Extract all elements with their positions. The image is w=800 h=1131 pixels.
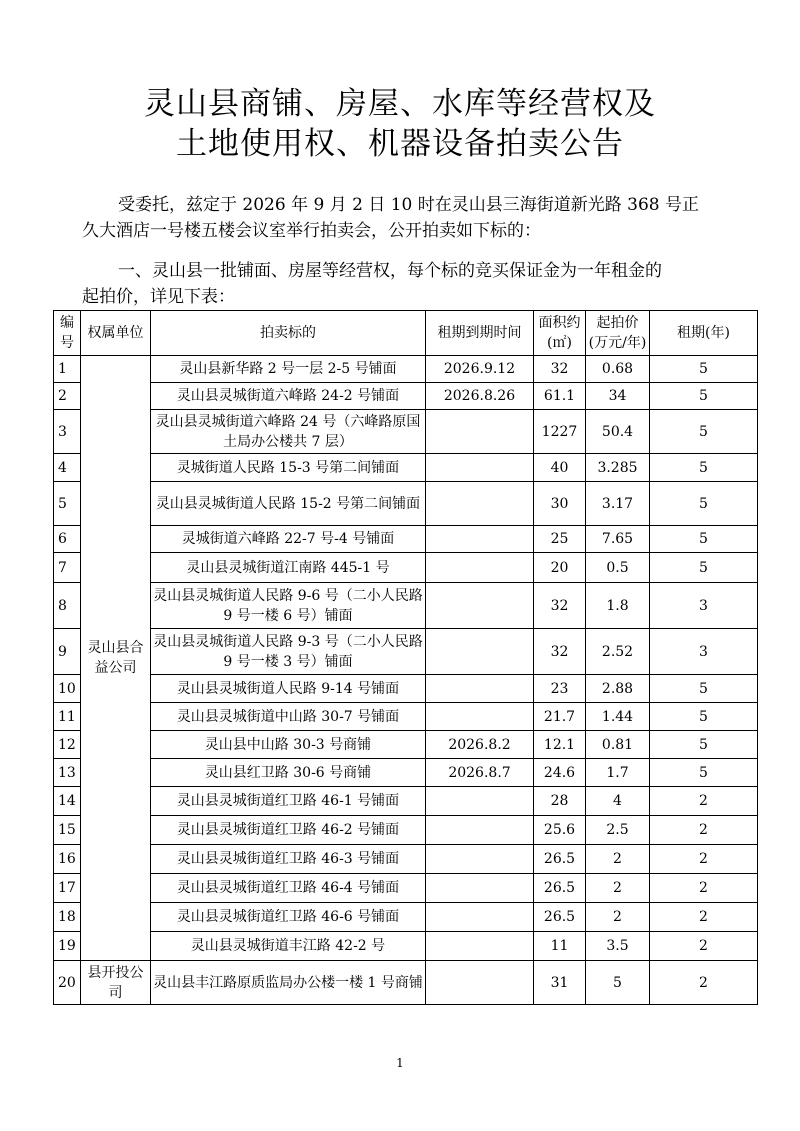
- table-row: [54, 759, 758, 787]
- cell-expiry: [426, 454, 534, 482]
- cell-no: 4: [54, 454, 81, 482]
- cell-area: 12.1: [534, 731, 586, 759]
- header-expiry: 租期到期时间: [426, 311, 534, 356]
- cell-area: 32: [534, 583, 586, 629]
- cell-price: 2: [586, 874, 650, 903]
- auction-table: [53, 310, 758, 1005]
- section-line: 一、灵山县一批铺面、房屋等经营权，每个标的竞买保证金为一年租金的: [118, 261, 662, 281]
- cell-expiry: [426, 526, 534, 553]
- cell-area: 30: [534, 482, 586, 526]
- table-row: [54, 961, 758, 1005]
- cell-expiry: [426, 874, 534, 903]
- cell-term: 5: [650, 675, 758, 703]
- cell-price: 1.7: [586, 759, 650, 787]
- cell-target: 灵山县中山路 30-3 号商铺: [151, 731, 426, 759]
- cell-expiry: [426, 410, 534, 454]
- cell-term: 5: [650, 553, 758, 583]
- cell-target: 灵山县灵城街道人民路 9-3 号（二小人民路 9 号一楼 3 号）铺面: [151, 629, 426, 675]
- cell-no: 16: [54, 845, 81, 874]
- cell-term: 5: [650, 454, 758, 482]
- cell-area: 26.5: [534, 874, 586, 903]
- cell-term: 5: [650, 356, 758, 383]
- cell-expiry: 2026.9.12: [426, 356, 534, 383]
- cell-target: 灵山县灵城街道人民路 9-6 号（二小人民路 9 号一楼 6 号）铺面: [151, 583, 426, 629]
- cell-area: 40: [534, 454, 586, 482]
- cell-area: 11: [534, 932, 586, 961]
- cell-price: 0.81: [586, 731, 650, 759]
- cell-expiry: [426, 932, 534, 961]
- cell-target: 灵山县灵城街道江南路 445-1 号: [151, 553, 426, 583]
- cell-no: 12: [54, 731, 81, 759]
- cell-price: 3.17: [586, 482, 650, 526]
- cell-no: 3: [54, 410, 81, 454]
- cell-expiry: [426, 629, 534, 675]
- cell-price: 4: [586, 787, 650, 816]
- header-target: 拍卖标的: [151, 311, 426, 356]
- cell-term: 5: [650, 703, 758, 731]
- cell-price: 2.5: [586, 816, 650, 845]
- page-number: 1: [396, 1056, 404, 1070]
- cell-area: 28: [534, 787, 586, 816]
- table-row: [54, 874, 758, 903]
- cell-no: 11: [54, 703, 81, 731]
- cell-no: 14: [54, 787, 81, 816]
- cell-area: 23: [534, 675, 586, 703]
- table-row: [54, 383, 758, 410]
- cell-term: 2: [650, 874, 758, 903]
- cell-area: 1227: [534, 410, 586, 454]
- cell-expiry: [426, 845, 534, 874]
- cell-no: 7: [54, 553, 81, 583]
- cell-no: 9: [54, 629, 81, 675]
- cell-target: 灵山县灵城街道丰江路 42-2 号: [151, 932, 426, 961]
- cell-no: 5: [54, 482, 81, 526]
- cell-expiry: [426, 553, 534, 583]
- cell-price: 50.4: [586, 410, 650, 454]
- cell-area: 25: [534, 526, 586, 553]
- cell-area: 25.6: [534, 816, 586, 845]
- table-row: [54, 526, 758, 553]
- cell-term: 2: [650, 961, 758, 1005]
- cell-term: 5: [650, 410, 758, 454]
- header-price: 起拍价(万元/年): [586, 311, 650, 356]
- cell-term: 5: [650, 731, 758, 759]
- cell-term: 2: [650, 787, 758, 816]
- cell-no: 20: [54, 961, 81, 1005]
- cell-price: 3.285: [586, 454, 650, 482]
- cell-price: 1.44: [586, 703, 650, 731]
- cell-expiry: [426, 787, 534, 816]
- table-row: [54, 356, 758, 383]
- cell-term: 2: [650, 845, 758, 874]
- cell-target: 灵城街道人民路 15-3 号第二间铺面: [151, 454, 426, 482]
- cell-target: 灵山县灵城街道六峰路 24 号（六峰路原国土局办公楼共 7 层）: [151, 410, 426, 454]
- table-row: [54, 553, 758, 583]
- table-row: [54, 454, 758, 482]
- cell-expiry: 2026.8.2: [426, 731, 534, 759]
- table-row: [54, 583, 758, 629]
- cell-target: 灵山县丰江路原质监局办公楼一楼 1 号商铺: [151, 961, 426, 1005]
- cell-expiry: [426, 583, 534, 629]
- cell-expiry: [426, 703, 534, 731]
- cell-expiry: [426, 675, 534, 703]
- table-row: [54, 903, 758, 932]
- cell-price: 2.52: [586, 629, 650, 675]
- cell-term: 2: [650, 816, 758, 845]
- table-row: [54, 629, 758, 675]
- cell-area: 20: [534, 553, 586, 583]
- cell-area: 26.5: [534, 845, 586, 874]
- section-1-paragraph: [82, 258, 722, 310]
- table-row: [54, 482, 758, 526]
- cell-expiry: 2026.8.26: [426, 383, 534, 410]
- cell-expiry: [426, 903, 534, 932]
- cell-target: 灵山县灵城街道六峰路 24-2 号铺面: [151, 383, 426, 410]
- table-row: [54, 845, 758, 874]
- table-row: [54, 731, 758, 759]
- header-owner: 权属单位: [81, 311, 151, 356]
- header-area: 面积约(㎡): [534, 311, 586, 356]
- cell-target: 灵山县灵城街道红卫路 46-4 号铺面: [151, 874, 426, 903]
- cell-target: 灵城街道六峰路 22-7 号-4 号铺面: [151, 526, 426, 553]
- cell-term: 3: [650, 583, 758, 629]
- cell-area: 61.1: [534, 383, 586, 410]
- cell-term: 5: [650, 482, 758, 526]
- cell-term: 5: [650, 759, 758, 787]
- cell-target: 灵山县灵城街道红卫路 46-2 号铺面: [151, 816, 426, 845]
- header-term: 租期(年): [650, 311, 758, 356]
- cell-target: 灵山县灵城街道红卫路 46-1 号铺面: [151, 787, 426, 816]
- cell-expiry: [426, 961, 534, 1005]
- table-row: [54, 787, 758, 816]
- cell-no: 19: [54, 932, 81, 961]
- cell-price: 2: [586, 903, 650, 932]
- cell-target: 灵山县灵城街道红卫路 46-3 号铺面: [151, 845, 426, 874]
- cell-target: 灵山县灵城街道人民路 15-2 号第二间铺面: [151, 482, 426, 526]
- cell-area: 32: [534, 629, 586, 675]
- cell-term: 2: [650, 932, 758, 961]
- cell-owner: 灵山县合益公司: [81, 356, 151, 961]
- cell-no: 10: [54, 675, 81, 703]
- intro-paragraph: [82, 192, 722, 244]
- cell-target: 灵山县灵城街道人民路 9-14 号铺面: [151, 675, 426, 703]
- cell-target: 灵山县红卫路 30-6 号商铺: [151, 759, 426, 787]
- header-no: 编号: [54, 311, 81, 356]
- cell-price: 5: [586, 961, 650, 1005]
- intro-line: 久大酒店一号楼五楼会议室举行拍卖会，公开拍卖如下标的：: [82, 221, 541, 241]
- cell-expiry: [426, 482, 534, 526]
- cell-price: 0.5: [586, 553, 650, 583]
- cell-price: 0.68: [586, 356, 650, 383]
- section-line: 起拍价，详见下表：: [82, 287, 235, 307]
- cell-no: 6: [54, 526, 81, 553]
- table-header-row: [54, 311, 758, 356]
- cell-price: 2: [586, 845, 650, 874]
- cell-expiry: 2026.8.7: [426, 759, 534, 787]
- intro-line: 受委托，兹定于 2026 年 9 月 2 日 10 时在灵山县三海街道新光路 368 号正: [118, 195, 700, 215]
- cell-price: 1.8: [586, 583, 650, 629]
- cell-area: 26.5: [534, 903, 586, 932]
- table-row: [54, 816, 758, 845]
- title-line-2: 土地使用权、机器设备拍卖公告: [176, 126, 624, 162]
- cell-term: 5: [650, 526, 758, 553]
- cell-no: 17: [54, 874, 81, 903]
- table-row: [54, 410, 758, 454]
- cell-price: 7.65: [586, 526, 650, 553]
- title-line-1: 灵山县商铺、房屋、水库等经营权及: [144, 86, 656, 122]
- table-row: [54, 703, 758, 731]
- cell-target: 灵山县新华路 2 号一层 2-5 号铺面: [151, 356, 426, 383]
- cell-no: 15: [54, 816, 81, 845]
- cell-term: 5: [650, 383, 758, 410]
- cell-area: 21.7: [534, 703, 586, 731]
- table-row: [54, 932, 758, 961]
- table-body: [54, 356, 758, 1005]
- cell-no: 8: [54, 583, 81, 629]
- cell-no: 13: [54, 759, 81, 787]
- cell-price: 2.88: [586, 675, 650, 703]
- cell-price: 34: [586, 383, 650, 410]
- cell-term: 3: [650, 629, 758, 675]
- cell-no: 1: [54, 356, 81, 383]
- cell-target: 灵山县灵城街道红卫路 46-6 号铺面: [151, 903, 426, 932]
- cell-target: 灵山县灵城街道中山路 30-7 号铺面: [151, 703, 426, 731]
- cell-expiry: [426, 816, 534, 845]
- cell-no: 2: [54, 383, 81, 410]
- cell-term: 2: [650, 903, 758, 932]
- cell-no: 18: [54, 903, 81, 932]
- cell-owner: 县开投公司: [81, 961, 151, 1005]
- cell-area: 24.6: [534, 759, 586, 787]
- cell-area: 31: [534, 961, 586, 1005]
- cell-price: 3.5: [586, 932, 650, 961]
- table-row: [54, 675, 758, 703]
- cell-area: 32: [534, 356, 586, 383]
